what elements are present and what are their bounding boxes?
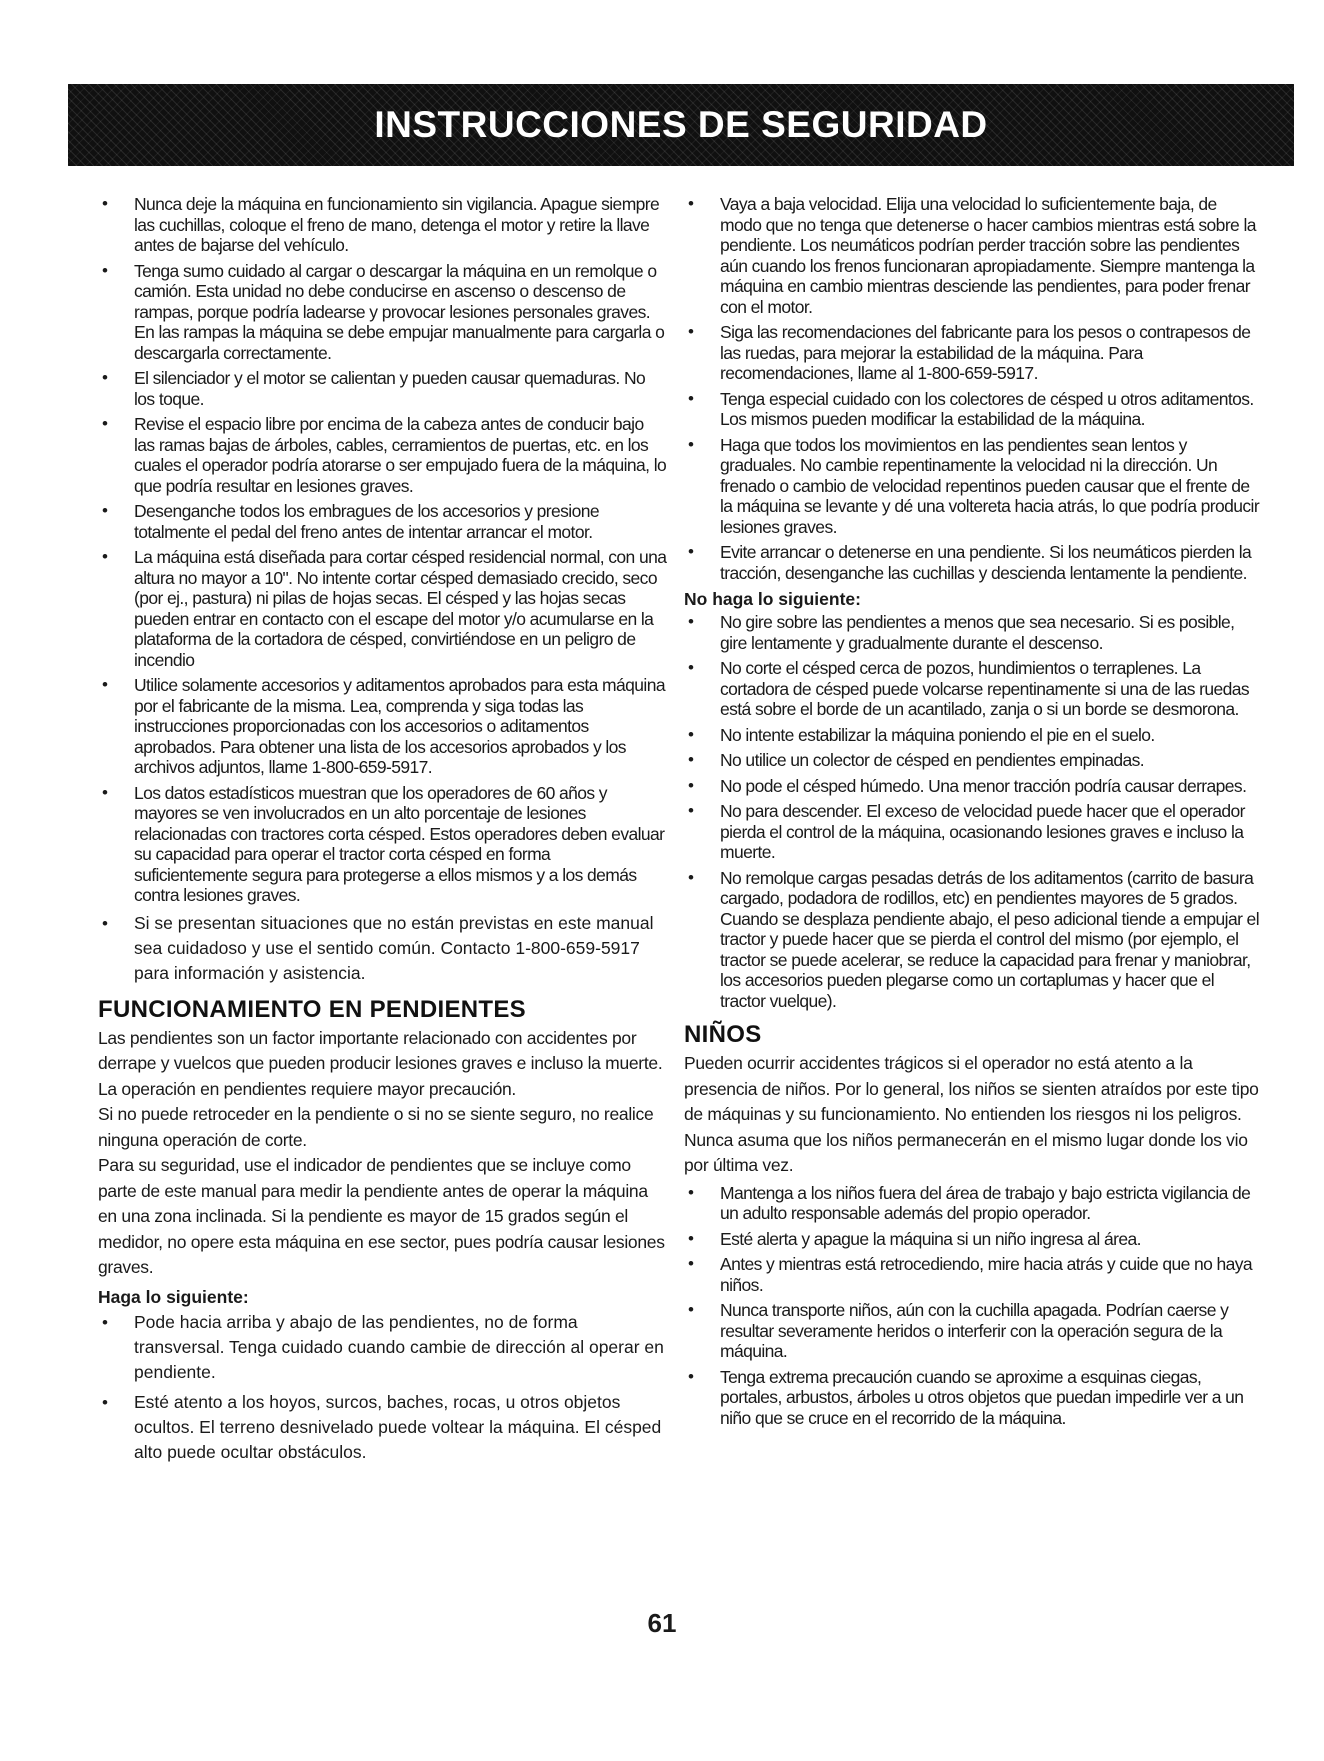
dont-list (684, 612, 1262, 1011)
list-item-text: Vaya a baja velocidad. Elija una velocidad lo suficientemente baja, de modo que no tenga que detenerse o hacer cambios mientras está sobre la pendiente. Los neumáticos podrían perder tracción sobre las pendientes aún cuando los frenos funcionaran apropiadamente. Siempre mantenga la máquina en cambio mientras desciende las pendientes, para poder frenar con el motor. (720, 194, 1256, 317)
page-number: 61 (647, 1608, 677, 1638)
bullet-icon: • (688, 542, 694, 561)
list-item-text: No gire sobre las pendientes a menos que sea necesario. Si es posible, gire lentamente y gradualmente durante el descenso. (720, 612, 1235, 653)
bullet-icon: • (688, 194, 694, 213)
list-item (684, 1229, 1262, 1250)
slopes-heading: FUNCIONAMIENTO EN PENDIENTES (98, 995, 526, 1023)
list-item (98, 414, 668, 496)
list-item-text: Tenga sumo cuidado al cargar o descargar la máquina en un remolque o camión. Esta unidad no debe conducirse en ascenso o descenso de rampas, porque podría ladearse y provocar lesiones personales graves. En las rampas la máquina se debe empujar manualmente para cargarla o descargarla correctamente. (134, 260, 665, 363)
list-item-text: Utilice solamente accesorios y aditamentos aprobados para esta máquina por el fabricante de la misma. Lea, comprenda y siga todas las instrucciones proporcionadas con los accesorios o aditamentos aprobados. Para obtener una lista de los accesorios aprobados y los archivos adjuntos, llame 1-800-659-5917. (134, 675, 665, 777)
list-item-text: Nunca transporte niños, aún con la cuchilla apagada. Podrían caerse y resultar severamente heridos o interferir con la operación segura de la máquina. (720, 1300, 1229, 1361)
list-item-text: Revise el espacio libre por encima de la cabeza antes de conducir bajo las ramas bajas de árboles, cables, cerramientos de puertas, etc. en los cuales el operador podría atorarse o ser empujado fuera de la máquina, lo que podría resultar en lesiones graves. (134, 414, 667, 496)
list-item (98, 1390, 668, 1465)
do-list-continued (684, 194, 1262, 583)
slopes-paragraph: Las pendientes son un factor importante relacionado con accidentes por derrape y vuelcos que pueden producir lesiones graves e incluso la muerte. La operación en pendientes requiere mayor precaución. (98, 1027, 663, 1099)
bullet-icon: • (688, 658, 694, 677)
list-item-text: El silenciador y el motor se calientan y pueden causar quemaduras. No los toque. (134, 368, 646, 409)
children-list (684, 1183, 1262, 1429)
bullet-icon: • (688, 322, 694, 341)
dont-heading: No haga lo siguiente: (684, 589, 861, 609)
list-item (684, 776, 1262, 797)
list-item (684, 194, 1262, 317)
safety-list (98, 194, 668, 986)
list-item-text: No intente estabilizar la máquina poniendo el pie en el suelo. (720, 724, 1155, 745)
list-item (684, 1367, 1262, 1429)
bullet-icon: • (688, 1182, 694, 1202)
list-item (98, 675, 668, 778)
page-title: INSTRUCCIONES DE SEGURIDAD (374, 104, 988, 145)
left-column (98, 194, 668, 1470)
list-item-text: Tenga especial cuidado con los colectores de césped u otros aditamentos. Los mismos pueden modificar la estabilidad de la máquina. (720, 388, 1254, 429)
list-item-text: Evite arrancar o detenerse en una pendiente. Si los neumáticos pierden la tracción, desenganche las cuchillas y descienda lentamente la pendiente. (720, 542, 1252, 583)
list-item (684, 868, 1262, 1012)
list-item-text: Esté alerta y apague la máquina si un niño ingresa al área. (720, 1228, 1141, 1249)
bullet-icon: • (102, 782, 108, 802)
bullet-icon: • (688, 801, 694, 820)
bullet-icon: • (102, 194, 108, 213)
bullet-icon: • (102, 368, 108, 387)
list-item-text: Tenga extrema precaución cuando se aproxime a esquinas ciegas, portales, arbustos, árboles u otros objetos que puedan impedirle ver a un niño que se cruce en el recorrido de la máquina. (720, 1366, 1244, 1428)
bullet-icon: • (102, 675, 108, 694)
bullet-icon: • (688, 388, 694, 408)
list-item (98, 783, 668, 906)
bullet-icon: • (102, 1392, 108, 1412)
list-item-text: Si se presentan situaciones que no están previstas en este manual sea cuidadoso y use el sentido común. Contacto 1-800-659-5917 para información y asistencia. (134, 912, 654, 983)
slopes-paragraph: Para su seguridad, use el indicador de pendientes que se incluye como parte de este manual para medir la pendiente antes de operar la máquina en una zona inclinada. Si la pendiente es mayor de 15 grados según el medidor, no opere esta máquina en ese sector, pues podría causar lesiones graves. (98, 1155, 665, 1277)
list-item-text: Siga las recomendaciones del fabricante para los pesos o contrapesos de las ruedas, para mejorar la estabilidad de la máquina. Para recomendaciones, llame al 1-800-659-5917. (720, 322, 1251, 383)
children-heading: NIÑOS (684, 1021, 762, 1048)
list-item (98, 194, 668, 256)
list-item-text: Pode hacia arriba y abajo de las pendientes, no de forma transversal. Tenga cuidado cuando cambie de dirección al operar en pendiente. (134, 1311, 664, 1382)
list-item (98, 911, 668, 986)
bullet-icon: • (102, 913, 108, 933)
list-item (98, 547, 668, 670)
right-column (684, 194, 1262, 1433)
list-item (684, 1183, 1262, 1224)
do-list (98, 1310, 668, 1465)
list-item (684, 322, 1262, 384)
list-item (684, 612, 1262, 653)
list-item (684, 1300, 1262, 1362)
list-item-text: Desenganche todos los embragues de los accesorios y presione totalmente el pedal del freno antes de intentar arrancar el motor. (134, 501, 599, 542)
bullet-icon: • (688, 1254, 694, 1273)
bullet-icon: • (688, 775, 694, 795)
bullet-icon: • (688, 1366, 694, 1386)
list-item (98, 261, 668, 364)
do-heading: Haga lo siguiente: (98, 1286, 249, 1307)
bullet-icon: • (688, 434, 694, 454)
list-item-text: No remolque cargas pesadas detrás de los aditamentos (carrito de basura cargado, podadora de rodillos, etc) en pendientes mayores de 5 grados. Cuando se desplaza pendiente abajo, el peso adicional tiende a empujar el tractor y puede hacer que se pierda el control del mismo (por ejemplo, el tractor se puede acelerar, se reduce la capacidad para frenar y maniobrar, los accesorios pueden plegarse como un cortaplumas y hacer que el tractor vuelque). (720, 867, 1259, 1011)
list-item (98, 501, 668, 542)
list-item (684, 1254, 1262, 1295)
list-item-text: No pode el césped húmedo. Una menor tracción podría causar derrapes. (720, 775, 1247, 796)
list-item-text: La máquina está diseñada para cortar césped residencial normal, con una altura no mayor a 10". No intente cortar césped demasiado crecido, seco (por ej., pastura) ni pilas de hojas secas. El césped y las hojas secas pueden entrar en contacto con el escape del motor y/o acumularse en la plataforma de la cortadora de césped, convirtiéndose en un peligro de incendio (134, 547, 667, 670)
list-item-text: Mantenga a los niños fuera del área de trabajo y bajo estricta vigilancia de un adulto responsable además del propio operador. (720, 1182, 1251, 1223)
bullet-icon: • (688, 724, 694, 744)
bullet-icon: • (102, 501, 108, 520)
list-item-text: No utilice un colector de césped en pendientes empinadas. (720, 750, 1145, 770)
list-item (98, 368, 668, 409)
list-item-text: Esté atento a los hoyos, surcos, baches, rocas, u otros objetos ocultos. El terreno desnivelado puede voltear la máquina. El césped alto puede ocultar obstáculos. (134, 1391, 662, 1462)
list-item-text: Haga que todos los movimientos en las pendientes sean lentos y graduales. No cambie repentinamente la velocidad ni la dirección. Un frenado o cambio de velocidad repentinos pueden causar que el frente de la máquina se levante y dé una voltereta hacia atrás, lo que podría producir lesiones graves. (720, 434, 1260, 537)
list-item-text: No para descender. El exceso de velocidad puede hacer que el operador pierda el control de la máquina, ocasionando lesiones graves e incluso la muerte. (720, 801, 1245, 862)
bullet-icon: • (102, 414, 108, 433)
bullet-icon: • (688, 1300, 694, 1319)
list-item (98, 1310, 668, 1385)
bullet-icon: • (688, 612, 694, 631)
list-item (684, 750, 1262, 771)
list-item-text: No corte el césped cerca de pozos, hundimientos o terraplenes. La cortadora de césped puede volcarse repentinamente si una de las ruedas está sobre el borde de un acantilado, zanja o si un borde se desmorona. (720, 658, 1250, 719)
list-item (684, 435, 1262, 538)
bullet-icon: • (102, 260, 108, 280)
list-item-text: Nunca deje la máquina en funcionamiento sin vigilancia. Apague siempre las cuchillas, coloque el freno de mano, detenga el motor y retire la llave antes de bajarse del vehículo. (134, 194, 660, 255)
slopes-paragraph: Si no puede retroceder en la pendiente o si no se siente seguro, no realice ninguna operación de corte. (98, 1104, 654, 1150)
bullet-icon: • (688, 867, 694, 887)
list-item-text: Los datos estadísticos muestran que los operadores de 60 años y mayores se ven involucrados en un alto porcentaje de lesiones relacionadas con tractores corta césped. Estos operadores deben evaluar su capacidad para operar el tractor corta césped en forma suficientemente segura para protegerse a ellos mismos y a los demás contra lesiones graves. (134, 782, 665, 905)
children-paragraph: Pueden ocurrir accidentes trágicos si el operador no está atento a la presencia de niños. Por lo general, los niños se sienten atraídos por este tipo de máquinas y su funcionamiento. No entienden los riesgos ni los peligros. Nunca asuma que los niños permanecerán en el mismo lugar donde los vio por última vez. (684, 1053, 1259, 1175)
list-item (684, 542, 1262, 583)
bullet-icon: • (102, 1312, 108, 1332)
list-item (684, 801, 1262, 863)
list-item (684, 658, 1262, 720)
bullet-icon: • (102, 547, 108, 566)
bullet-icon: • (688, 1228, 694, 1248)
list-item-text: Antes y mientras está retrocediendo, mire hacia atrás y cuide que no haya niños. (720, 1254, 1253, 1295)
list-item (684, 725, 1262, 746)
section-banner (68, 84, 1294, 166)
bullet-icon: • (688, 750, 694, 769)
list-item (684, 389, 1262, 430)
